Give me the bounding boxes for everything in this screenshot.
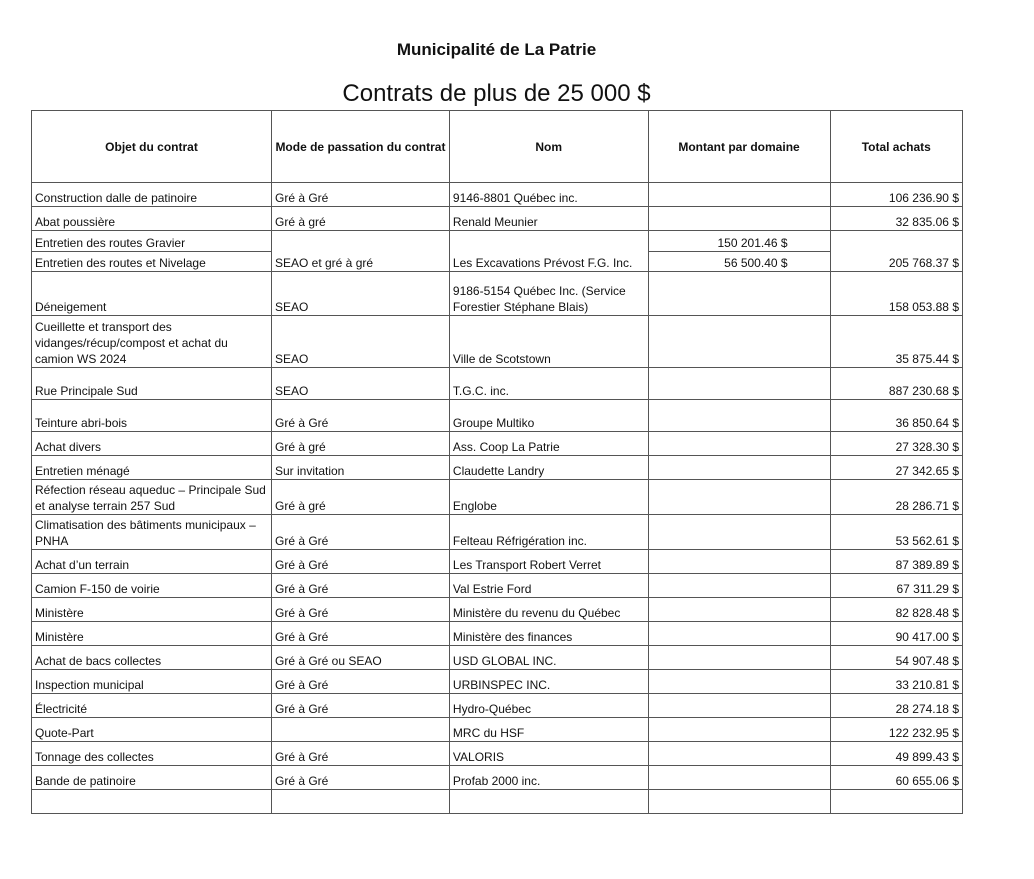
cell-mode: SEAO xyxy=(271,272,449,316)
cell-total: 32 835.06 $ xyxy=(830,207,962,231)
cell-montant xyxy=(648,400,830,432)
cell-mode: Gré à Gré xyxy=(271,550,449,574)
cell-mode: Gré à Gré xyxy=(271,400,449,432)
cell-montant xyxy=(648,694,830,718)
cell-nom: 9146-8801 Québec inc. xyxy=(449,183,648,207)
cell-montant xyxy=(648,480,830,515)
cell-mode: Gré à gré xyxy=(271,432,449,456)
cell-objet xyxy=(32,790,272,814)
document-subtitle: Contrats de plus de 25 000 $ xyxy=(342,80,651,107)
cell-total: 27 342.65 $ xyxy=(830,456,962,480)
cell-objet: Entretien des routes Gravier xyxy=(32,231,272,252)
cell-objet: Rue Principale Sud xyxy=(32,368,272,400)
cell-total: 90 417.00 $ xyxy=(830,622,962,646)
table-row xyxy=(32,231,963,252)
cell-objet: Inspection municipal xyxy=(32,670,272,694)
cell-montant xyxy=(648,316,830,368)
column-header-nom: Nom xyxy=(449,111,648,183)
cell-mode xyxy=(271,790,449,814)
cell-nom: Hydro-Québec xyxy=(449,694,648,718)
cell-mode: Gré à Gré xyxy=(271,183,449,207)
cell-total: 60 655.06 $ xyxy=(830,766,962,790)
cell-objet: Ministère xyxy=(32,622,272,646)
cell-nom: Ministère des finances xyxy=(449,622,648,646)
cell-objet: Construction dalle de patinoire xyxy=(32,183,272,207)
table-row xyxy=(32,670,963,694)
cell-objet: Déneigement xyxy=(32,272,272,316)
cell-mode: SEAO et gré à gré xyxy=(271,231,449,272)
table-row xyxy=(32,694,963,718)
table-row xyxy=(32,766,963,790)
cell-total: 122 232.95 $ xyxy=(830,718,962,742)
table-row xyxy=(32,515,963,550)
cell-nom: VALORIS xyxy=(449,742,648,766)
cell-total: 205 768.37 $ xyxy=(830,231,962,272)
cell-nom: USD GLOBAL INC. xyxy=(449,646,648,670)
cell-objet: Abat poussière xyxy=(32,207,272,231)
cell-total: 887 230.68 $ xyxy=(830,368,962,400)
cell-montant xyxy=(648,598,830,622)
column-header-montant: Montant par domaine xyxy=(648,111,830,183)
cell-montant xyxy=(648,207,830,231)
cell-mode: SEAO xyxy=(271,368,449,400)
table-row xyxy=(32,718,963,742)
cell-objet: Entretien des routes et Nivelage xyxy=(32,252,272,272)
cell-montant xyxy=(648,718,830,742)
cell-objet: Réfection réseau aqueduc – Principale Sud et analyse terrain 257 Sud xyxy=(32,480,272,515)
cell-objet: Achat d’un terrain xyxy=(32,550,272,574)
cell-nom: 9186-5154 Québec Inc. (Service Forestier Stéphane Blais) xyxy=(449,272,648,316)
cell-objet: Cueillette et transport des vidanges/récup/compost et achat du camion WS 2024 xyxy=(32,316,272,368)
cell-montant xyxy=(648,183,830,207)
table-row xyxy=(32,432,963,456)
cell-total: 54 907.48 $ xyxy=(830,646,962,670)
table-row xyxy=(32,598,963,622)
cell-total: 35 875.44 $ xyxy=(830,316,962,368)
cell-mode: Gré à Gré xyxy=(271,622,449,646)
cell-total: 82 828.48 $ xyxy=(830,598,962,622)
cell-nom: Les Transport Robert Verret xyxy=(449,550,648,574)
cell-montant xyxy=(648,515,830,550)
cell-total: 87 389.89 $ xyxy=(830,550,962,574)
cell-montant xyxy=(648,766,830,790)
cell-mode: Sur invitation xyxy=(271,456,449,480)
table-row xyxy=(32,207,963,231)
cell-montant: 150 201.46 $ xyxy=(648,231,830,252)
cell-mode: Gré à Gré xyxy=(271,598,449,622)
cell-nom: Ministère du revenu du Québec xyxy=(449,598,648,622)
cell-nom: MRC du HSF xyxy=(449,718,648,742)
cell-nom: T.G.C. inc. xyxy=(449,368,648,400)
table-row xyxy=(32,790,963,814)
table-row xyxy=(32,316,963,368)
cell-total: 27 328.30 $ xyxy=(830,432,962,456)
column-header-objet: Objet du contrat xyxy=(32,111,272,183)
cell-montant xyxy=(648,646,830,670)
cell-mode xyxy=(271,718,449,742)
column-header-mode: Mode de passation du contrat xyxy=(271,111,449,183)
table-header-row xyxy=(32,111,963,183)
cell-mode: Gré à Gré xyxy=(271,670,449,694)
table-row xyxy=(32,550,963,574)
cell-mode: SEAO xyxy=(271,316,449,368)
cell-nom: URBINSPEC INC. xyxy=(449,670,648,694)
cell-objet: Quote-Part xyxy=(32,718,272,742)
table-row xyxy=(32,400,963,432)
cell-total: 53 562.61 $ xyxy=(830,515,962,550)
cell-montant xyxy=(648,790,830,814)
cell-montant xyxy=(648,550,830,574)
cell-montant xyxy=(648,432,830,456)
contracts-table xyxy=(31,110,963,814)
cell-total: 67 311.29 $ xyxy=(830,574,962,598)
cell-mode: Gré à Gré xyxy=(271,694,449,718)
cell-objet: Tonnage des collectes xyxy=(32,742,272,766)
table-row xyxy=(32,480,963,515)
table-row xyxy=(32,574,963,598)
cell-mode: Gré à Gré xyxy=(271,515,449,550)
cell-nom: Felteau Réfrigération inc. xyxy=(449,515,648,550)
cell-nom: Englobe xyxy=(449,480,648,515)
cell-nom: Les Excavations Prévost F.G. Inc. xyxy=(449,231,648,272)
cell-montant: 56 500.40 $ xyxy=(648,252,830,272)
cell-total: 28 286.71 $ xyxy=(830,480,962,515)
table-row xyxy=(32,622,963,646)
cell-mode: Gré à Gré xyxy=(271,574,449,598)
cell-nom: Groupe Multiko xyxy=(449,400,648,432)
cell-total: 158 053.88 $ xyxy=(830,272,962,316)
table-row xyxy=(32,742,963,766)
cell-total: 106 236.90 $ xyxy=(830,183,962,207)
cell-montant xyxy=(648,742,830,766)
cell-mode: Gré à gré xyxy=(271,480,449,515)
cell-mode: Gré à Gré xyxy=(271,742,449,766)
cell-nom: Ville de Scotstown xyxy=(449,316,648,368)
cell-total: 33 210.81 $ xyxy=(830,670,962,694)
cell-nom: Val Estrie Ford xyxy=(449,574,648,598)
column-header-total: Total achats xyxy=(830,111,962,183)
cell-montant xyxy=(648,622,830,646)
cell-total: 36 850.64 $ xyxy=(830,400,962,432)
cell-montant xyxy=(648,456,830,480)
table-row xyxy=(32,183,963,207)
cell-montant xyxy=(648,272,830,316)
cell-objet: Entretien ménagé xyxy=(32,456,272,480)
cell-montant xyxy=(648,368,830,400)
table-row xyxy=(32,456,963,480)
cell-objet: Ministère xyxy=(32,598,272,622)
cell-objet: Camion F-150 de voirie xyxy=(32,574,272,598)
cell-nom: Renald Meunier xyxy=(449,207,648,231)
table-row xyxy=(32,368,963,400)
cell-nom: Ass. Coop La Patrie xyxy=(449,432,648,456)
cell-objet: Achat de bacs collectes xyxy=(32,646,272,670)
cell-objet: Électricité xyxy=(32,694,272,718)
cell-total: 28 274.18 $ xyxy=(830,694,962,718)
table-row xyxy=(32,646,963,670)
cell-montant xyxy=(648,574,830,598)
cell-mode: Gré à Gré xyxy=(271,766,449,790)
cell-objet: Teinture abri-bois xyxy=(32,400,272,432)
cell-nom xyxy=(449,790,648,814)
cell-total xyxy=(830,790,962,814)
cell-nom: Claudette Landry xyxy=(449,456,648,480)
cell-objet: Bande de patinoire xyxy=(32,766,272,790)
table-row xyxy=(32,272,963,316)
cell-mode: Gré à Gré ou SEAO xyxy=(271,646,449,670)
cell-nom: Profab 2000 inc. xyxy=(449,766,648,790)
cell-montant xyxy=(648,670,830,694)
document-title: Municipalité de La Patrie xyxy=(396,40,597,59)
cell-objet: Climatisation des bâtiments municipaux – PNHA xyxy=(32,515,272,550)
cell-objet: Achat divers xyxy=(32,432,272,456)
cell-total: 49 899.43 $ xyxy=(830,742,962,766)
cell-mode: Gré à gré xyxy=(271,207,449,231)
